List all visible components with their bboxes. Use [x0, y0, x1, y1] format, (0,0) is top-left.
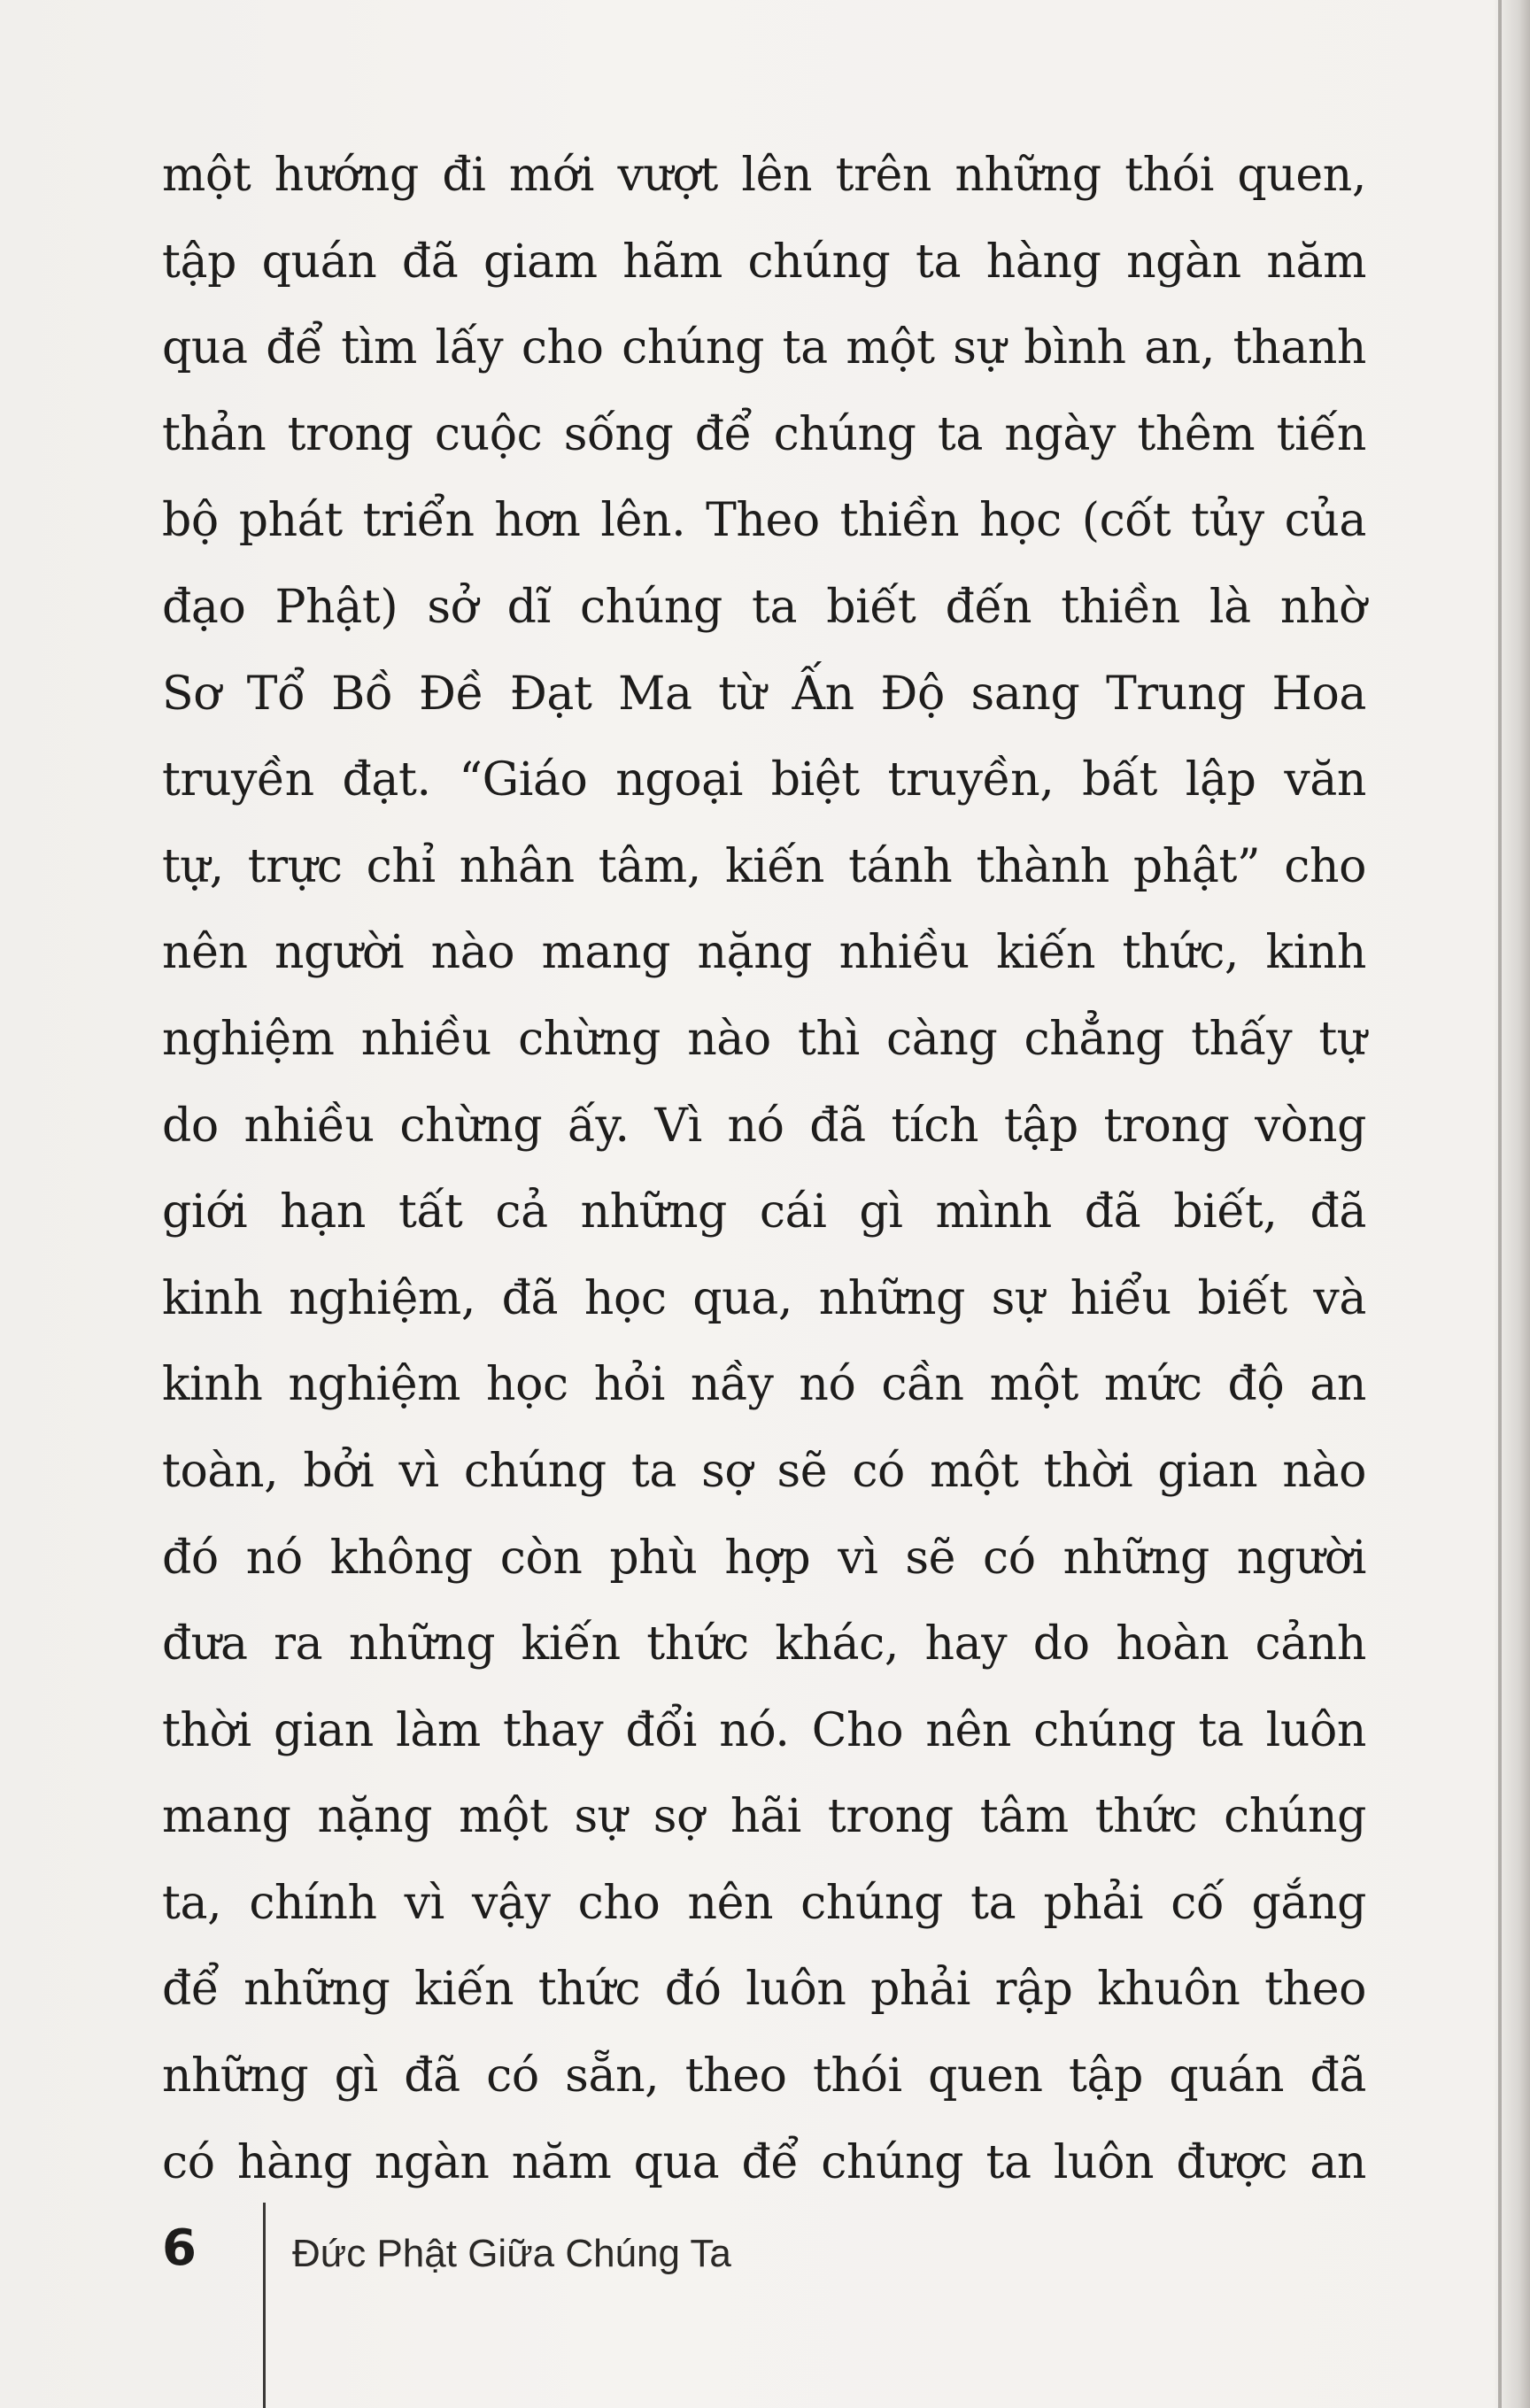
text-line-2: tập quán đã giam hãm chúng ta hàng ngàn năm — [162, 235, 1366, 289]
text-line-17: đó nó không còn phù hợp vì sẽ có những người — [162, 1531, 1366, 1585]
page-footer — [0, 2196, 1530, 2408]
text-line-19: thời gian làm thay đổi nó. Cho nên chúng ta luôn — [162, 1703, 1366, 1757]
text-line-22: để những kiến thức đó luôn phải rập khuôn theo — [162, 1963, 1366, 2017]
body-text — [162, 133, 1366, 2206]
text-line-24: có hàng ngàn năm qua để chúng ta luôn được an — [162, 2135, 1366, 2189]
text-line-4: thản trong cuộc sống để chúng ta ngày thêm tiến — [162, 407, 1366, 461]
footer-divider — [263, 2203, 266, 2408]
text-line-13: giới hạn tất cả những cái gì mình đã biết, đã — [162, 1185, 1366, 1239]
text-line-1: một hướng đi mới vượt lên trên những thói quen, — [162, 149, 1366, 202]
text-line-9: tự, trực chỉ nhân tâm, kiến tánh thành phật” cho — [162, 839, 1366, 893]
text-line-16: toàn, bởi vì chúng ta sợ sẽ có một thời gian nào — [162, 1444, 1366, 1498]
running-title: Đức Phật Giữa Chúng Ta — [292, 2232, 731, 2275]
text-line-11: nghiệm nhiều chừng nào thì càng chẳng thấy tự — [162, 1012, 1366, 1066]
text-line-7: Sơ Tổ Bồ Đề Đạt Ma từ Ấn Độ sang Trung Hoa — [162, 667, 1366, 721]
text-line-6: đạo Phật) sở dĩ chúng ta biết đến thiền là nhờ — [162, 580, 1366, 634]
text-line-20: mang nặng một sự sợ hãi trong tâm thức chúng — [162, 1790, 1366, 1844]
text-line-23: những gì đã có sẵn, theo thói quen tập quán đã — [162, 2049, 1366, 2103]
page-number: 6 — [162, 2219, 197, 2277]
text-line-3: qua để tìm lấy cho chúng ta một sự bình an, thanh — [162, 321, 1366, 375]
page-edge-shadow — [1493, 0, 1530, 2408]
text-line-5: bộ phát triển hơn lên. Theo thiền học (cốt tủy của — [162, 494, 1366, 548]
text-line-10: nên người nào mang nặng nhiều kiến thức, kinh — [162, 926, 1366, 980]
text-line-14: kinh nghiệm, đã học qua, những sự hiểu biết và — [162, 1271, 1366, 1325]
text-line-21: ta, chính vì vậy cho nên chúng ta phải cố gắng — [162, 1876, 1366, 1930]
text-line-18: đưa ra những kiến thức khác, hay do hoàn cảnh — [162, 1617, 1366, 1671]
text-line-8: truyền đạt. “Giáo ngoại biệt truyền, bất lập văn — [162, 753, 1366, 807]
text-line-12: do nhiều chừng ấy. Vì nó đã tích tập trong vòng — [162, 1099, 1366, 1153]
text-line-15: kinh nghiệm học hỏi nầy nó cần một mức độ an — [162, 1358, 1366, 1412]
